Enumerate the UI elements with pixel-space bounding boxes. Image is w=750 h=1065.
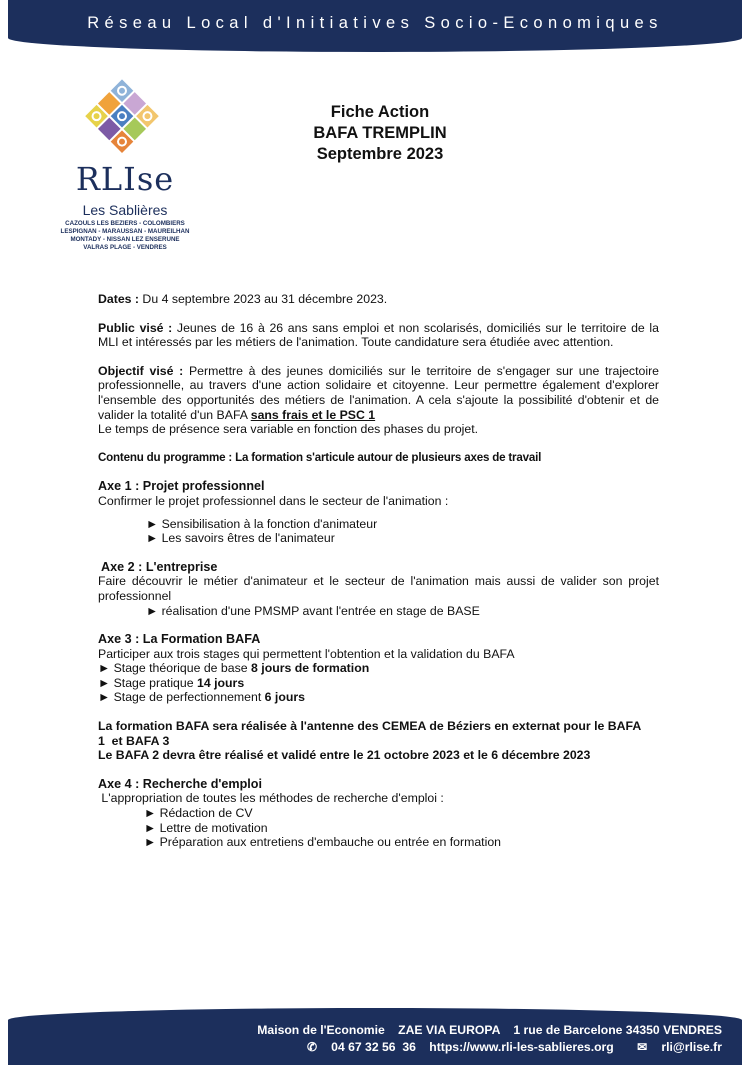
axe3-title: Axe 3 : La Formation BAFA xyxy=(98,632,261,647)
axe3-item-bold: 8 jours de formation xyxy=(251,661,370,676)
title-line-1: Fiche Action xyxy=(330,103,430,121)
footer-contact-line xyxy=(287,1040,722,1054)
title-line-3: Septembre 2023 xyxy=(316,145,444,163)
axe1-title: Axe 1 : Projet professionnel xyxy=(98,479,265,494)
phone-icon: ✆ xyxy=(306,1040,318,1054)
objectif-highlight: sans frais et le PSC 1 xyxy=(250,407,376,422)
footer-email[interactable] xyxy=(627,1040,722,1054)
logo-towns xyxy=(40,220,210,252)
logo-mosaic-icon xyxy=(72,78,172,160)
footer-website[interactable]: https://www.rli-les-sablieres.org xyxy=(429,1040,614,1054)
header-banner xyxy=(8,0,742,52)
axe4-item: ► Rédaction de CV xyxy=(144,806,253,821)
logo-town-line: CAZOULS LES BEZIERS - COLOMBIERS xyxy=(65,220,185,227)
objectif-text: Permettre à des jeunes domiciliés sur le territoire de s'engager sur une trajectoire professionnelle, au travers d'une action solidaire et citoyenne. Leur permettre également d'explorer l'ensemble des opportunités des métiers de l'animation. A cela s'ajoute la possibilité d'obtenir et de valider la totalité d'un BAFA xyxy=(98,363,659,422)
axe1-intro: Confirmer le projet professionnel dans le secteur de l'animation : xyxy=(98,493,449,508)
axe4-intro: L'appropriation de toutes les méthodes de recherche d'emploi : xyxy=(98,791,444,806)
axe3-item xyxy=(98,690,659,705)
footer-phone-number: 04 67 32 56 36 xyxy=(331,1040,416,1054)
envelope-icon: ✉ xyxy=(637,1040,648,1054)
public-paragraph xyxy=(98,321,659,350)
dates-label: Dates : xyxy=(98,292,140,306)
footer-place: Maison de l'Economie xyxy=(257,1023,385,1037)
axe4-item: ► Lettre de motivation xyxy=(144,820,268,835)
logo-town-line: VALRAS PLAGE - VENDRES xyxy=(83,244,167,251)
footer-banner xyxy=(8,1008,742,1065)
rlise-logo xyxy=(60,78,190,258)
axe1-item: ► Sensibilisation à la fonction d'animateur xyxy=(146,516,378,531)
objectif-label: Objectif visé : xyxy=(98,363,184,378)
axe3-item-bold: 14 jours xyxy=(197,675,245,690)
axe3-item-bold: 6 jours xyxy=(264,690,305,705)
axe2-title: Axe 2 : L'entreprise xyxy=(98,559,218,574)
axe3-item-text: ► Stage théorique de base xyxy=(98,661,252,676)
footer-address: 1 rue de Barcelone 34350 VENDRES xyxy=(513,1023,722,1037)
document-body xyxy=(98,292,659,850)
axe4-item: ► Préparation aux entretiens d'embauche ou entrée en formation xyxy=(144,835,502,850)
axe3-item xyxy=(98,676,659,691)
bafa-note-line-3: Le BAFA 2 devra être réalisé et validé entre le 21 octobre 2023 et le 6 décembre 2023 xyxy=(98,748,591,763)
programme-heading: Contenu du programme : La formation s'articule autour de plusieurs axes de travail xyxy=(98,450,542,464)
objectif-paragraph xyxy=(98,364,659,422)
footer-phone xyxy=(297,1040,416,1054)
dates-paragraph xyxy=(98,292,659,307)
bafa-note-line-2: 1 et BAFA 3 xyxy=(98,733,170,748)
axe2-intro: Faire découvrir le métier d'animateur et le secteur de l'animation mais aussi de valider son projet professionnel xyxy=(98,574,659,603)
bafa-note-line-1: La formation BAFA sera réalisée à l'antenne des CEMEA de Béziers en externat pour le BAFA xyxy=(98,719,642,734)
axe4-title: Axe 4 : Recherche d'emploi xyxy=(98,776,262,791)
axe3-item-text: ► Stage pratique xyxy=(98,675,197,690)
logo-brand: RLIse xyxy=(75,160,175,198)
document-title xyxy=(270,102,490,165)
header-banner-text: Réseau Local d'Initiatives Socio-Economiques xyxy=(87,14,663,32)
footer-zone: ZAE VIA EUROPA xyxy=(398,1023,500,1037)
logo-town-line: MONTADY - NISSAN LEZ ENSERUNE xyxy=(70,236,180,243)
logo-town-line: LESPIGNAN - MARAUSSAN - MAUREILHAN xyxy=(60,228,190,235)
objectif-note: Le temps de présence sera variable en fonction des phases du projet. xyxy=(98,422,479,437)
logo-subtitle: Les Sablières xyxy=(82,202,168,218)
dates-text: Du 4 septembre 2023 au 31 décembre 2023. xyxy=(139,292,388,306)
axe3-item-text: ► Stage de perfectionnement xyxy=(98,690,265,705)
public-text: Jeunes de 16 à 26 ans sans emploi et non scolarisés, domiciliés sur le territoire de la MLI et intéressés par les métiers de l'animation. Toute candidature sera étudiée avec attention. xyxy=(98,320,659,350)
footer-address-line xyxy=(247,1023,722,1037)
public-label: Public visé : xyxy=(98,320,173,335)
axe3-item xyxy=(98,661,659,676)
axe2-item: ► réalisation d'une PMSMP avant l'entrée en stage de BASE xyxy=(146,603,480,618)
title-line-2: BAFA TREMPLIN xyxy=(313,124,447,142)
footer-email-address[interactable]: rli@rlise.fr xyxy=(661,1040,722,1054)
axe1-item: ► Les savoirs êtres de l'animateur xyxy=(146,531,335,546)
axe3-intro: Participer aux trois stages qui permettent l'obtention et la validation du BAFA xyxy=(98,646,515,661)
